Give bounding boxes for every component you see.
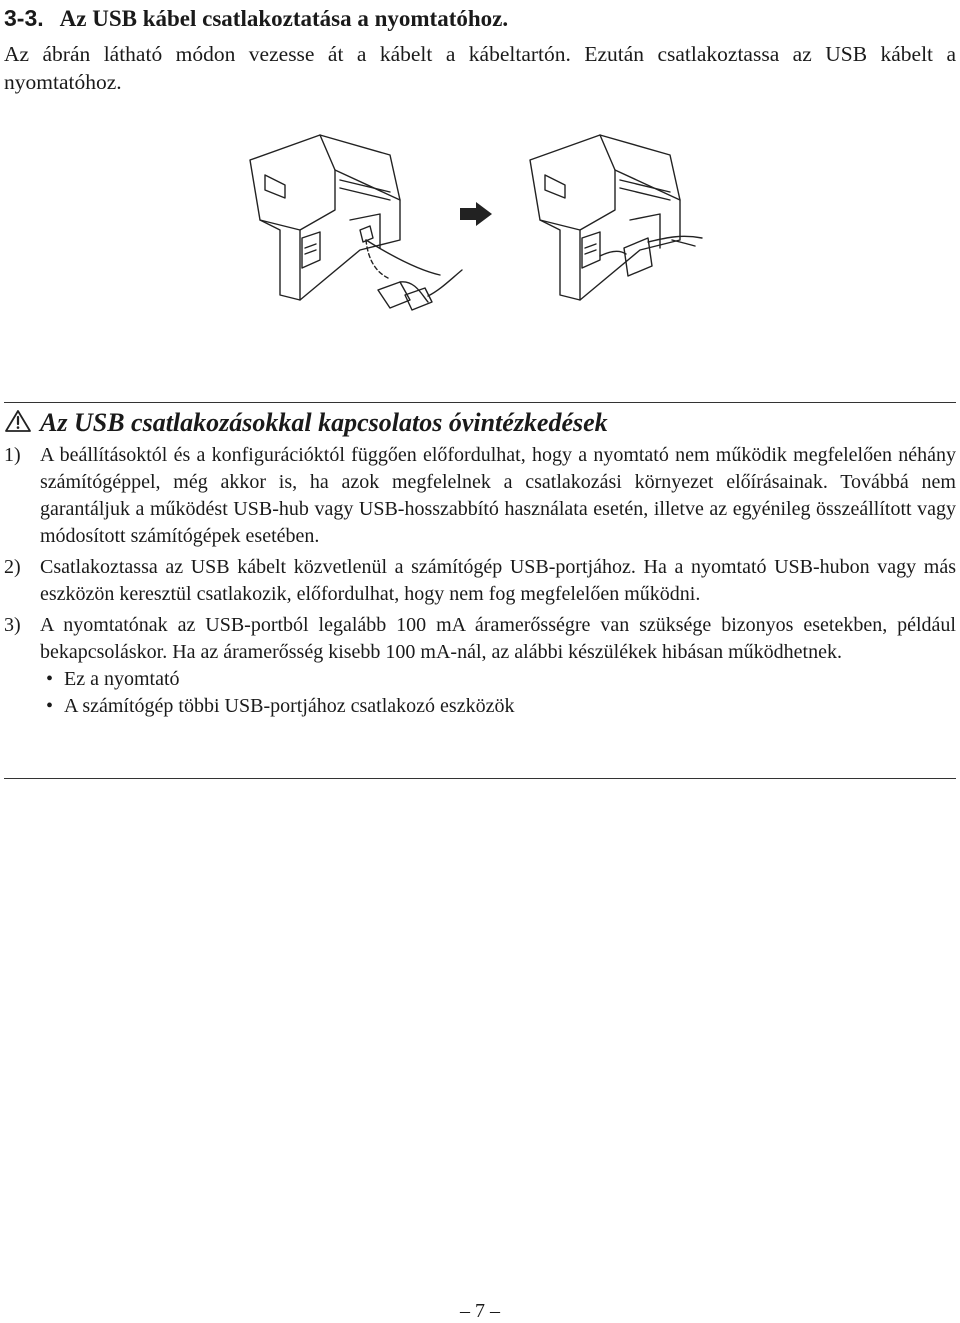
usb-cable-illustration — [240, 130, 720, 330]
section-intro: Az ábrán látható módon vezesse át a kábelt a kábeltartón. Ezután csatlakoztassa az USB kábelt a nyomtatóhoz. — [4, 42, 956, 94]
caution-item-3 — [4, 612, 956, 666]
caution-bottom-rule — [4, 778, 956, 779]
caution-item-text: A nyomtatónak az USB-portból legalább 100 mA áramerősségre van szüksége bizonyos esetekben, például bekapcsoláskor. Ha az áramerősség kisebb 100 mA-nál, az alábbi készülékek hibásan működhetnek. — [40, 614, 956, 663]
printer-after — [530, 135, 702, 300]
section-title: Az USB kábel csatlakoztatása a nyomtatóhoz. — [59, 6, 509, 31]
caution-heading — [4, 408, 956, 438]
list-item: • Ez a nyomtató — [64, 666, 956, 693]
caution-top-rule — [4, 402, 956, 403]
caution-item-number: 2) — [4, 556, 21, 578]
caution-item-1 — [4, 442, 956, 550]
arrow-right-icon — [460, 202, 492, 226]
section-heading — [4, 4, 508, 33]
caution-title: Az USB csatlakozásokkal kapcsolatos óvintézkedések — [40, 408, 608, 437]
printer-before — [250, 135, 462, 310]
warning-triangle-icon — [4, 409, 32, 433]
caution-box — [4, 408, 956, 720]
caution-item-2 — [4, 554, 956, 608]
caution-item-number: 3) — [4, 614, 21, 636]
section-number: 3-3. — [4, 5, 44, 31]
caution-item-text: A beállításoktól és a konfigurációktól függően előfordulhat, hogy a nyomtató nem működik megfelelően néhány számítógéppel, még akkor is, ha azok megfelelnek a csatlakozási környezet előírásainak. Továbbá nem garantáljuk a működést USB-hub vagy USB-hosszabbító használata esetén, illetve az egyénileg összeállított vagy módosított számítógépek esetében. — [40, 444, 956, 547]
caution-item-number: 1) — [4, 444, 21, 466]
list-item: • A számítógép többi USB-portjához csatlakozó eszközök — [64, 693, 956, 720]
page-number: – 7 – — [460, 1300, 500, 1322]
caution-item-text: Csatlakoztassa az USB kábelt közvetlenül a számítógép USB-portjához. Ha a nyomtató USB-hubon vagy más eszközön keresztül csatlakozik, előfordulhat, hogy nem fog megfelelően működni. — [40, 556, 956, 605]
